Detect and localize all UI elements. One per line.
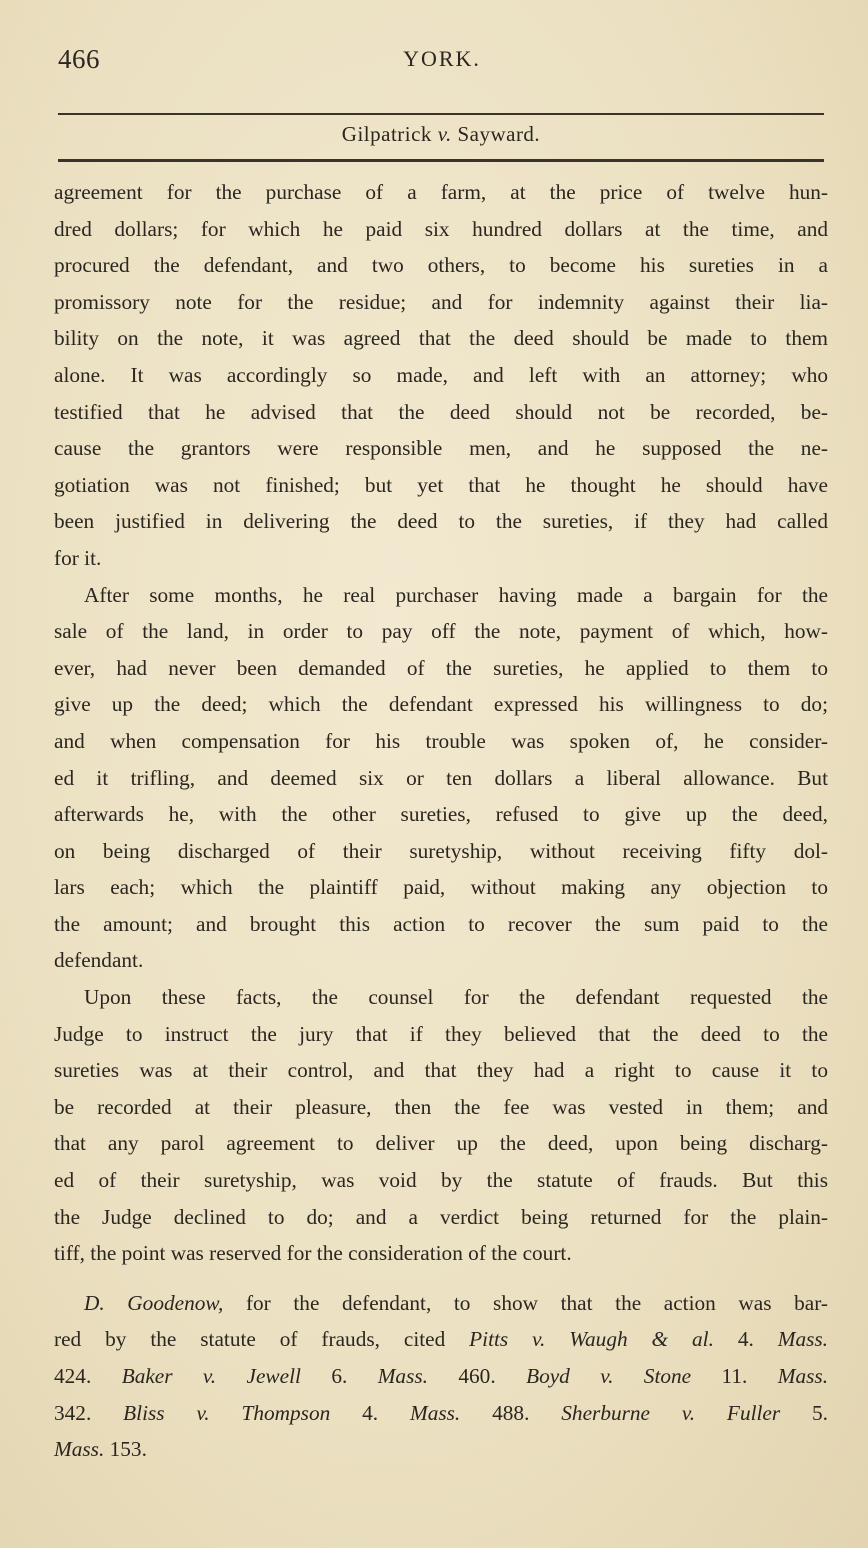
text-line: sureties was at their control, and that they had a right to cause it to <box>54 1058 828 1083</box>
case-title <box>58 122 824 147</box>
text-line: the Judge declined to do; and a verdict being returned for the plain- <box>54 1204 828 1229</box>
text-line: afterwards he, with the other sureties, refused to give up the deed, <box>54 802 828 827</box>
text-line: procured the defendant, and two others, to become his sureties in a <box>54 253 828 278</box>
text-line: ed it trifling, and deemed six or ten dollars a liberal allowance. But <box>54 765 828 790</box>
citation-page: 460. <box>427 1364 496 1388</box>
paragraph-instruction <box>54 979 828 1272</box>
citation-page: 424. <box>54 1364 92 1388</box>
text-line: the amount; and brought this action to recover the sum paid to the <box>54 911 828 936</box>
reporter-name: Mass. <box>54 1437 105 1462</box>
text-line: for it. <box>54 545 102 570</box>
text-line: cause the grantors were responsible men, and he supposed the ne- <box>54 436 828 461</box>
text-line: and when compensation for his trouble was spoken of, he consider- <box>54 728 828 753</box>
paragraph-spacer <box>54 1272 828 1285</box>
reporter-name: Mass. <box>777 1327 829 1352</box>
text-line: alone. It was accordingly so made, and left with an attorney; who <box>54 362 828 387</box>
header-rule-bottom <box>58 159 824 162</box>
citation-text: red by the statute of frauds, cited <box>54 1327 470 1352</box>
case-citation: Pitts v. Waugh & al. <box>469 1327 714 1352</box>
case-citation: Baker v. Jewell <box>121 1364 301 1388</box>
text-line: sale of the land, in order to pay off the note, payment of which, how- <box>54 619 828 644</box>
reporter-name: Mass. <box>777 1364 829 1388</box>
citation-page: 342. <box>54 1400 92 1425</box>
citation-number: 11. <box>691 1364 778 1388</box>
case-defendant: Sayward. <box>457 122 541 146</box>
case-citation: Sherburne v. Fuller <box>561 1400 781 1425</box>
text-line: tiff, the point was reserved for the consideration of the court. <box>54 1241 572 1266</box>
page-number: 466 <box>58 44 100 74</box>
case-citation: Bliss v. Thompson <box>123 1400 331 1425</box>
text-line: agreement for the purchase of a farm, at the price of twelve hun- <box>54 180 828 204</box>
citation-line <box>54 1395 828 1432</box>
header-rule-top <box>58 113 824 115</box>
page-header <box>58 44 826 84</box>
citation-page: 488. <box>460 1400 530 1425</box>
paragraph-citations <box>54 1285 828 1468</box>
case-plaintiff: Gilpatrick <box>341 122 432 146</box>
text-line: Upon these facts, the counsel for the defendant requested the <box>84 985 828 1010</box>
citation-line <box>54 1431 828 1468</box>
citation-number: 4. <box>330 1400 410 1425</box>
paragraph-facts <box>54 174 828 577</box>
case-versus: v. <box>437 122 452 146</box>
counsel-name: D. Goodenow, <box>84 1290 224 1315</box>
text-line: dred dollars; for which he paid six hundred dollars at the time, and <box>54 216 828 241</box>
citation-number: 5. <box>780 1400 829 1425</box>
reporter-name: Mass. <box>409 1400 461 1425</box>
paragraph-sale <box>54 577 828 980</box>
text-line: on being discharged of their suretyship, without receiving fifty dol- <box>54 838 828 863</box>
citation-number: 6. <box>300 1364 378 1388</box>
text-line: testified that he advised that the deed should not be recorded, be- <box>54 399 828 424</box>
citation-line <box>54 1285 828 1322</box>
running-head: YORK. <box>403 46 481 71</box>
text-line: been justified in delivering the deed to the sureties, if they had called <box>54 509 828 534</box>
text-line: be recorded at their pleasure, then the fee was vested in them; and <box>54 1094 828 1119</box>
text-line: promissory note for the residue; and for indemnity against their lia- <box>54 289 828 314</box>
text-line: give up the deed; which the defendant expressed his willingness to do; <box>54 692 828 717</box>
citation-line <box>54 1321 828 1358</box>
text-line: defendant. <box>54 948 144 973</box>
text-line: ever, had never been demanded of the sureties, he applied to them to <box>54 655 828 680</box>
citation-line <box>54 1358 828 1395</box>
citation-number: 4. <box>713 1327 778 1352</box>
text-line: that any parol agreement to deliver up the deed, upon being discharg- <box>54 1131 828 1156</box>
case-citation: Boyd v. Stone <box>526 1364 692 1388</box>
body-text <box>54 174 828 1468</box>
text-line: Judge to instruct the jury that if they believed that the deed to the <box>54 1021 828 1046</box>
text-line: bility on the note, it was agreed that the deed should be made to them <box>54 326 828 351</box>
citation-page: 153. <box>104 1437 147 1462</box>
text-line: After some months, he real purchaser having made a bargain for the <box>84 582 828 607</box>
text-line: gotiation was not finished; but yet that he thought he should have <box>54 472 828 497</box>
text-line: ed of their suretyship, was void by the statute of frauds. But this <box>54 1168 828 1193</box>
citation-intro: for the defendant, to show that the action was bar- <box>223 1290 828 1315</box>
text-line: lars each; which the plaintiff paid, without making any objection to <box>54 875 828 900</box>
reporter-name: Mass. <box>377 1364 428 1388</box>
